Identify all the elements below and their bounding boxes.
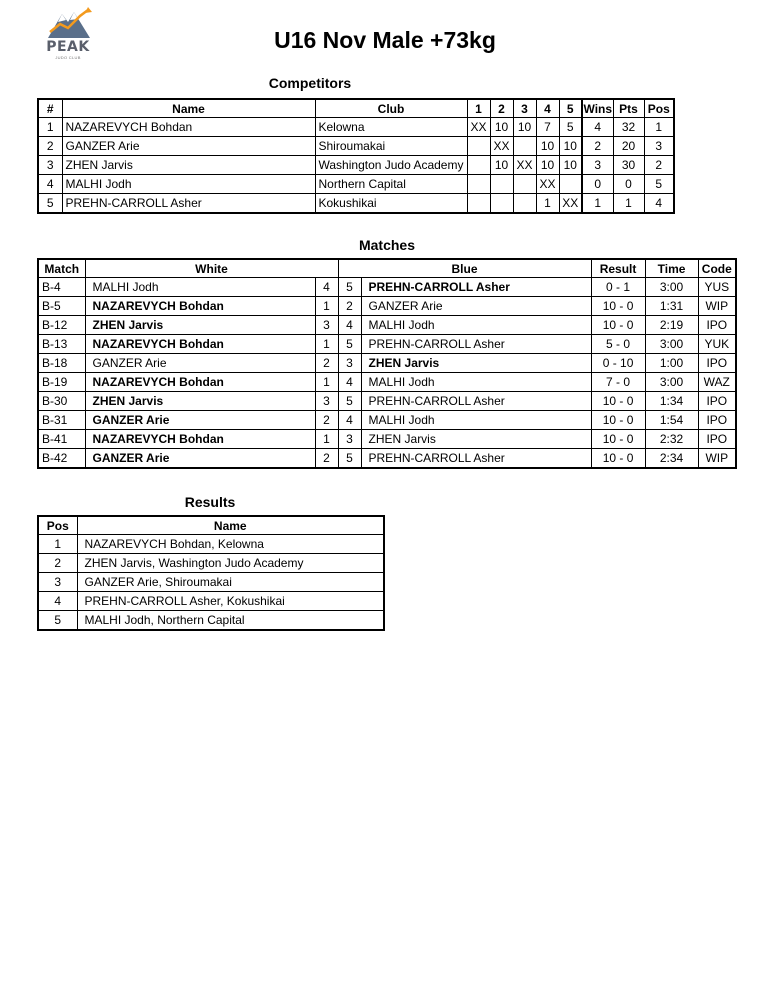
- white-number: 1: [315, 297, 338, 316]
- competitor-club: Kelowna: [315, 118, 467, 137]
- result-row: [38, 573, 384, 592]
- col-header: 4: [536, 99, 559, 118]
- score-cell: 7: [536, 118, 559, 137]
- match-row: [38, 373, 736, 392]
- score-cell: XX: [490, 137, 513, 156]
- match-id: B-5: [38, 297, 85, 316]
- match-row: [38, 411, 736, 430]
- competitor-name: MALHI Jodh: [62, 175, 315, 194]
- match-row: [38, 316, 736, 335]
- score-cell: XX: [559, 194, 582, 214]
- points-cell: 1: [613, 194, 644, 214]
- score-cell: 10: [559, 156, 582, 175]
- blue-player: PREHN-CARROLL Asher: [361, 278, 591, 297]
- match-result: 10 - 0: [591, 449, 645, 469]
- white-player: ZHEN Jarvis: [85, 392, 315, 411]
- matches-header-row: [38, 259, 736, 278]
- blue-number: 2: [338, 297, 361, 316]
- match-id: B-4: [38, 278, 85, 297]
- col-header: 5: [559, 99, 582, 118]
- match-id: B-18: [38, 354, 85, 373]
- competitor-name: PREHN-CARROLL Asher: [62, 194, 315, 214]
- points-cell: 32: [613, 118, 644, 137]
- white-player: GANZER Arie: [85, 449, 315, 469]
- col-header: White: [85, 259, 338, 278]
- score-cell: 10: [513, 118, 536, 137]
- score-cell: 10: [536, 137, 559, 156]
- match-result: 10 - 0: [591, 430, 645, 449]
- white-number: 1: [315, 335, 338, 354]
- match-code: WAZ: [698, 373, 736, 392]
- position-cell: 1: [644, 118, 674, 137]
- score-cell: [559, 175, 582, 194]
- competitor-number: 3: [38, 156, 62, 175]
- col-header: Wins: [582, 99, 613, 118]
- club-logo: [46, 6, 94, 62]
- results-title: Results: [184, 494, 236, 510]
- result-name: GANZER Arie, Shiroumakai: [77, 573, 384, 592]
- col-header: Code: [698, 259, 736, 278]
- matches-title: Matches: [358, 237, 416, 253]
- match-code: IPO: [698, 354, 736, 373]
- result-position: 4: [38, 592, 77, 611]
- score-cell: [467, 137, 490, 156]
- match-result: 5 - 0: [591, 335, 645, 354]
- white-player: NAZAREVYCH Bohdan: [85, 373, 315, 392]
- score-cell: XX: [536, 175, 559, 194]
- blue-player: MALHI Jodh: [361, 373, 591, 392]
- col-header: #: [38, 99, 62, 118]
- blue-number: 4: [338, 373, 361, 392]
- score-cell: [513, 175, 536, 194]
- match-result: 10 - 0: [591, 392, 645, 411]
- wins-cell: 2: [582, 137, 613, 156]
- match-time: 1:54: [645, 411, 698, 430]
- score-cell: 10: [536, 156, 559, 175]
- blue-player: GANZER Arie: [361, 297, 591, 316]
- blue-player: MALHI Jodh: [361, 316, 591, 335]
- match-row: [38, 449, 736, 469]
- result-position: 1: [38, 535, 77, 554]
- competitor-row: [38, 175, 674, 194]
- result-position: 2: [38, 554, 77, 573]
- competitor-club: Washington Judo Academy: [315, 156, 467, 175]
- wins-cell: 4: [582, 118, 613, 137]
- match-id: B-31: [38, 411, 85, 430]
- match-time: 1:31: [645, 297, 698, 316]
- blue-number: 5: [338, 449, 361, 469]
- col-header: Pos: [644, 99, 674, 118]
- white-player: GANZER Arie: [85, 354, 315, 373]
- blue-number: 5: [338, 278, 361, 297]
- score-cell: 5: [559, 118, 582, 137]
- competitor-number: 5: [38, 194, 62, 214]
- blue-player: PREHN-CARROLL Asher: [361, 335, 591, 354]
- wins-cell: 0: [582, 175, 613, 194]
- score-cell: 10: [490, 156, 513, 175]
- competitors-header-row: [38, 99, 674, 118]
- score-cell: [490, 175, 513, 194]
- score-cell: [467, 194, 490, 214]
- white-player: NAZAREVYCH Bohdan: [85, 297, 315, 316]
- result-position: 3: [38, 573, 77, 592]
- competitor-club: Shiroumakai: [315, 137, 467, 156]
- match-row: [38, 430, 736, 449]
- result-name: NAZAREVYCH Bohdan, Kelowna: [77, 535, 384, 554]
- white-number: 3: [315, 316, 338, 335]
- match-code: IPO: [698, 392, 736, 411]
- logo-text: PEAK: [46, 39, 90, 55]
- result-row: [38, 535, 384, 554]
- position-cell: 2: [644, 156, 674, 175]
- blue-player: PREHN-CARROLL Asher: [361, 392, 591, 411]
- blue-player: PREHN-CARROLL Asher: [361, 449, 591, 469]
- competitors-title: Competitors: [268, 75, 352, 91]
- white-number: 2: [315, 354, 338, 373]
- result-position: 5: [38, 611, 77, 631]
- white-number: 3: [315, 392, 338, 411]
- white-player: ZHEN Jarvis: [85, 316, 315, 335]
- col-header: Pos: [38, 516, 77, 535]
- competitor-row: [38, 156, 674, 175]
- result-name: ZHEN Jarvis, Washington Judo Academy: [77, 554, 384, 573]
- match-result: 10 - 0: [591, 316, 645, 335]
- match-id: B-12: [38, 316, 85, 335]
- white-number: 2: [315, 449, 338, 469]
- col-header: 1: [467, 99, 490, 118]
- match-time: 3:00: [645, 278, 698, 297]
- mountain-logo-icon: [46, 6, 94, 40]
- result-name: MALHI Jodh, Northern Capital: [77, 611, 384, 631]
- match-code: YUS: [698, 278, 736, 297]
- match-row: [38, 335, 736, 354]
- wins-cell: 1: [582, 194, 613, 214]
- white-number: 1: [315, 430, 338, 449]
- match-code: IPO: [698, 316, 736, 335]
- match-row: [38, 354, 736, 373]
- competitor-row: [38, 194, 674, 214]
- white-number: 4: [315, 278, 338, 297]
- match-id: B-19: [38, 373, 85, 392]
- match-time: 1:00: [645, 354, 698, 373]
- match-code: IPO: [698, 430, 736, 449]
- match-result: 10 - 0: [591, 411, 645, 430]
- match-time: 1:34: [645, 392, 698, 411]
- competitor-name: GANZER Arie: [62, 137, 315, 156]
- results-table: [37, 515, 385, 631]
- match-result: 10 - 0: [591, 297, 645, 316]
- score-cell: 10: [490, 118, 513, 137]
- match-row: [38, 297, 736, 316]
- col-header: Match: [38, 259, 85, 278]
- score-cell: [467, 156, 490, 175]
- white-player: MALHI Jodh: [85, 278, 315, 297]
- competitor-number: 4: [38, 175, 62, 194]
- match-id: B-13: [38, 335, 85, 354]
- white-player: NAZAREVYCH Bohdan: [85, 430, 315, 449]
- white-player: NAZAREVYCH Bohdan: [85, 335, 315, 354]
- col-header: Name: [62, 99, 315, 118]
- blue-player: ZHEN Jarvis: [361, 354, 591, 373]
- score-cell: [513, 137, 536, 156]
- page-title: U16 Nov Male +73kg: [274, 27, 496, 53]
- score-cell: 10: [559, 137, 582, 156]
- col-header: Club: [315, 99, 467, 118]
- logo-subtext: JUDO CLUB: [55, 55, 81, 60]
- white-number: 2: [315, 411, 338, 430]
- competitor-row: [38, 137, 674, 156]
- match-time: 2:34: [645, 449, 698, 469]
- results-header-row: [38, 516, 384, 535]
- blue-player: ZHEN Jarvis: [361, 430, 591, 449]
- score-cell: [490, 194, 513, 214]
- match-row: [38, 392, 736, 411]
- match-row: [38, 278, 736, 297]
- competitor-name: NAZAREVYCH Bohdan: [62, 118, 315, 137]
- blue-number: 3: [338, 430, 361, 449]
- result-row: [38, 554, 384, 573]
- competitor-club: Kokushikai: [315, 194, 467, 214]
- points-cell: 30: [613, 156, 644, 175]
- points-cell: 20: [613, 137, 644, 156]
- competitor-club: Northern Capital: [315, 175, 467, 194]
- match-result: 0 - 1: [591, 278, 645, 297]
- blue-number: 5: [338, 335, 361, 354]
- competitor-number: 2: [38, 137, 62, 156]
- blue-number: 3: [338, 354, 361, 373]
- match-code: WIP: [698, 297, 736, 316]
- result-row: [38, 611, 384, 631]
- score-cell: 1: [536, 194, 559, 214]
- white-number: 1: [315, 373, 338, 392]
- points-cell: 0: [613, 175, 644, 194]
- col-header: Result: [591, 259, 645, 278]
- position-cell: 4: [644, 194, 674, 214]
- competitor-number: 1: [38, 118, 62, 137]
- col-header: 2: [490, 99, 513, 118]
- match-code: WIP: [698, 449, 736, 469]
- score-cell: [513, 194, 536, 214]
- match-code: IPO: [698, 411, 736, 430]
- position-cell: 3: [644, 137, 674, 156]
- col-header: Pts: [613, 99, 644, 118]
- result-row: [38, 592, 384, 611]
- result-name: PREHN-CARROLL Asher, Kokushikai: [77, 592, 384, 611]
- match-code: YUK: [698, 335, 736, 354]
- score-cell: XX: [467, 118, 490, 137]
- white-player: GANZER Arie: [85, 411, 315, 430]
- competitors-table: [37, 98, 675, 214]
- match-result: 7 - 0: [591, 373, 645, 392]
- col-header: Time: [645, 259, 698, 278]
- match-time: 2:32: [645, 430, 698, 449]
- wins-cell: 3: [582, 156, 613, 175]
- match-time: 2:19: [645, 316, 698, 335]
- match-time: 3:00: [645, 373, 698, 392]
- col-header: Name: [77, 516, 384, 535]
- blue-number: 4: [338, 316, 361, 335]
- competitor-name: ZHEN Jarvis: [62, 156, 315, 175]
- match-result: 0 - 10: [591, 354, 645, 373]
- blue-number: 4: [338, 411, 361, 430]
- match-id: B-42: [38, 449, 85, 469]
- blue-player: MALHI Jodh: [361, 411, 591, 430]
- blue-number: 5: [338, 392, 361, 411]
- col-header: Blue: [338, 259, 591, 278]
- matches-table: [37, 258, 737, 469]
- position-cell: 5: [644, 175, 674, 194]
- match-time: 3:00: [645, 335, 698, 354]
- match-id: B-30: [38, 392, 85, 411]
- score-cell: XX: [513, 156, 536, 175]
- col-header: 3: [513, 99, 536, 118]
- competitor-row: [38, 118, 674, 137]
- match-id: B-41: [38, 430, 85, 449]
- score-cell: [467, 175, 490, 194]
